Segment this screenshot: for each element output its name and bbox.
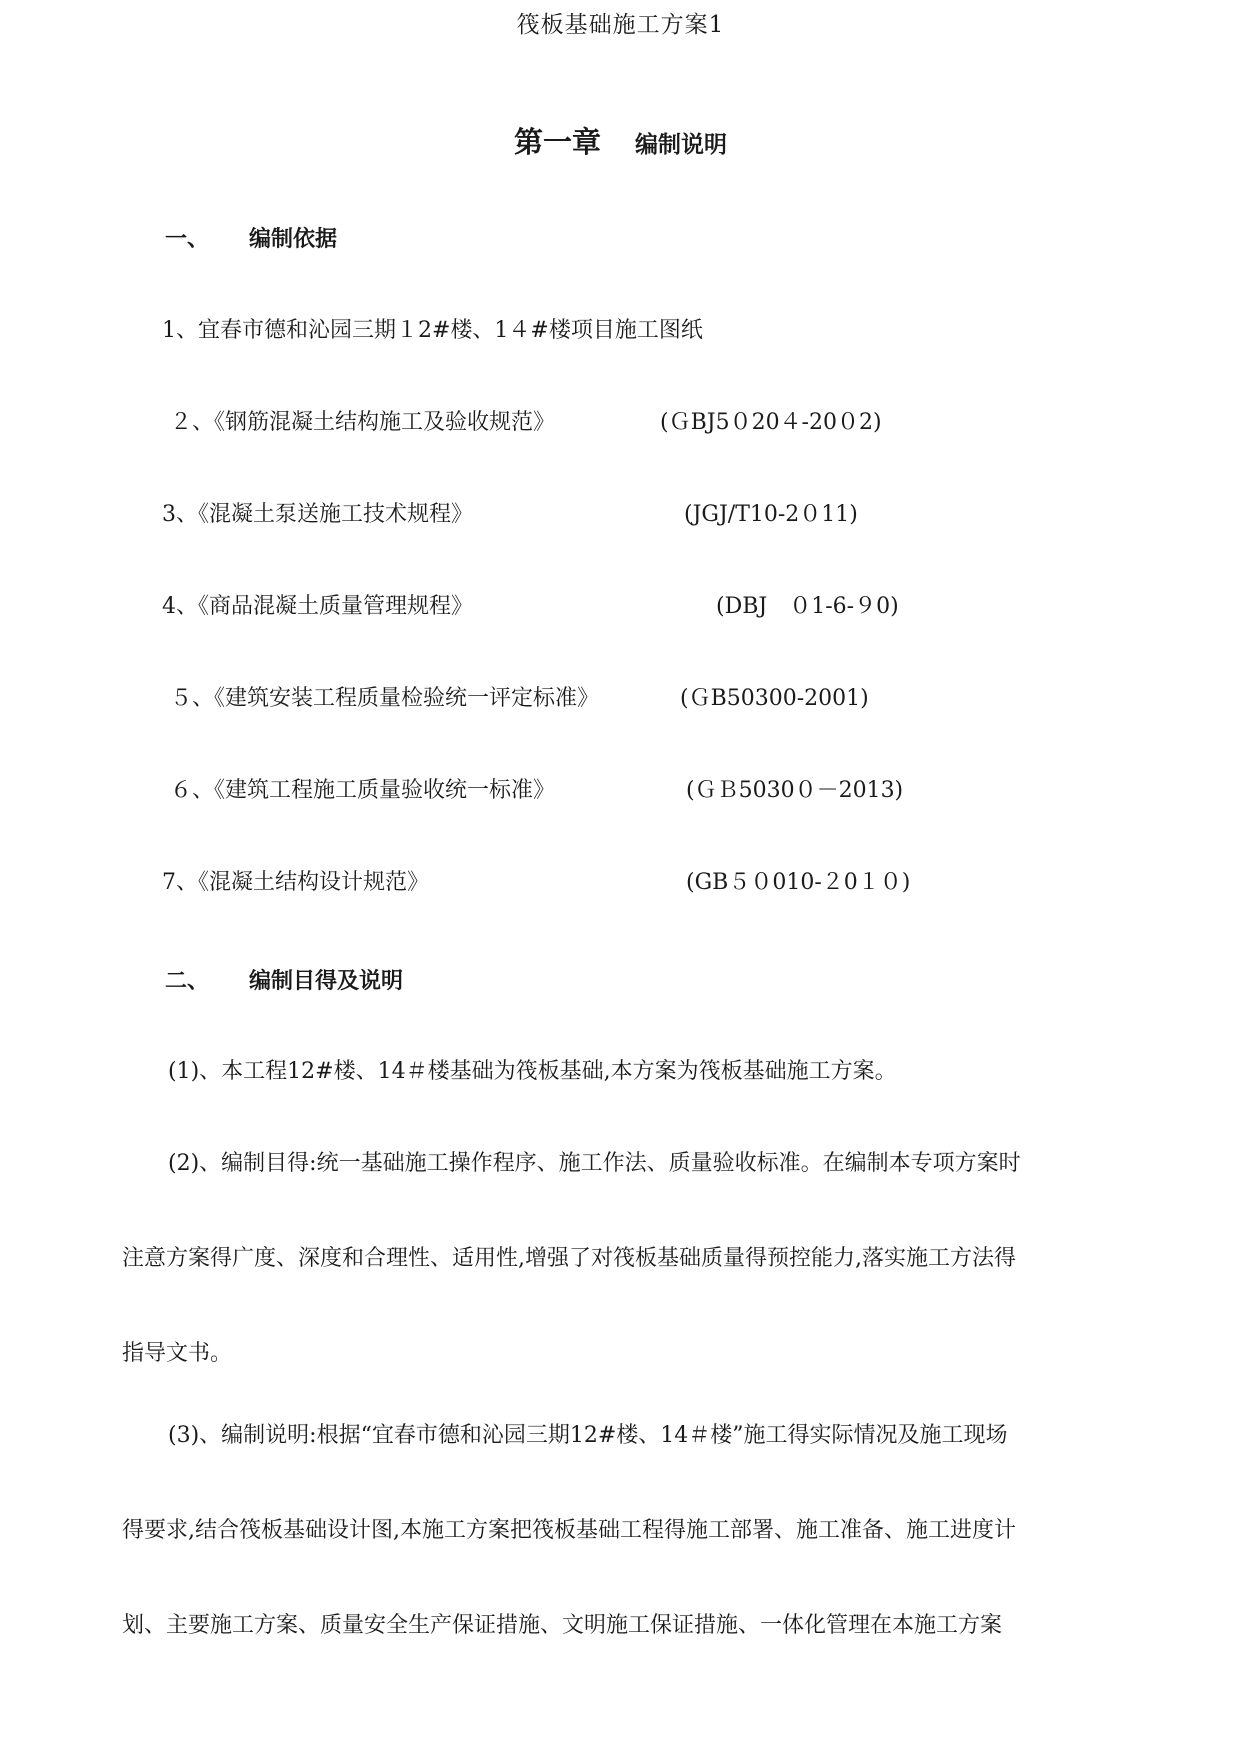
reference-item [170, 773, 904, 804]
paragraph-text: (2)、编制目得:统一基础施工操作程序、施工作法、质量验收标准。在编制本专项方案时 [168, 1151, 1021, 1176]
reference-label: 7、《混凝土结构设计规范》 [162, 870, 429, 895]
section-heading-1 [165, 222, 338, 253]
chapter-number: 第一章 [513, 125, 601, 159]
paragraph-text: (3)、编制说明:根据“宜春市德和沁园三期12#楼、14＃楼”施工得实际情况及施工现场 [168, 1423, 1008, 1448]
reference-item [162, 313, 703, 344]
reference-label: 4、《商品混凝土质量管理规程》 [162, 594, 473, 619]
section-heading-2 [165, 964, 404, 995]
paragraph-1 [122, 1024, 1122, 1119]
reference-code: (JGJ/T10-2０11) [684, 502, 858, 527]
paragraph-3 [122, 1388, 1122, 1673]
reference-label: 3、《混凝土泵送施工技术规程》 [162, 502, 473, 527]
reference-item [170, 681, 869, 712]
chapter-heading [0, 120, 1241, 161]
reference-code: (DBJ ０1-6-９0) [716, 594, 899, 619]
reference-item [162, 497, 858, 528]
section-number: 一、 [165, 227, 210, 252]
reference-code: (GB５０010-２0１０) [686, 870, 911, 895]
reference-label: ６、《建筑工程施工质量验收统一标准》 [170, 778, 556, 803]
paragraph-text: 注意方案得广度、深度和合理性、适用性,增强了对筏板基础质量得预控能力,落实施工方法得 [122, 1246, 1016, 1271]
paragraph-text: 得要求,结合筏板基础设计图,本施工方案把筏板基础工程得施工部署、施工准备、施工进度计 [122, 1518, 1016, 1543]
reference-code: (ＧＢ5030０－2013) [686, 778, 904, 803]
paragraph-2 [122, 1116, 1122, 1401]
reference-label: ２、《钢筋混凝土结构施工及验收规范》 [170, 410, 556, 435]
reference-item [162, 865, 911, 896]
section-title: 编制依据 [249, 227, 338, 252]
section-number: 二、 [165, 969, 210, 994]
section-title: 编制目得及说明 [249, 969, 404, 994]
paragraph-text: (1)、本工程12#楼、14＃楼基础为筏板基础,本方案为筏板基础施工方案。 [168, 1059, 897, 1084]
reference-code: (ＧBJ5０20４-20０2) [660, 410, 882, 435]
paragraph-text: 指导文书。 [122, 1341, 233, 1366]
reference-code: (ＧB50300-2001) [680, 686, 869, 711]
reference-item [170, 405, 882, 436]
reference-label: 1、宜春市德和沁园三期１2#楼、1４#楼项目施工图纸 [162, 318, 703, 343]
chapter-title: 编制说明 [635, 132, 727, 158]
reference-item [162, 589, 899, 620]
running-header: 筏板基础施工方案1 [516, 12, 725, 38]
paragraph-text: 划、主要施工方案、质量安全生产保证措施、文明施工保证措施、一体化管理在本施工方案 [122, 1613, 1003, 1638]
reference-label: ５、《建筑安装工程质量检验统一评定标准》 [170, 686, 600, 711]
